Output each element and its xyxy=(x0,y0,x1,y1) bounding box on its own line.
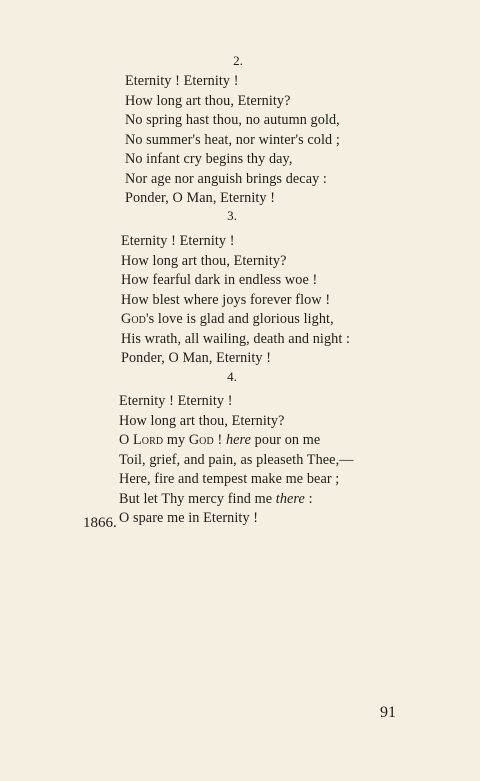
stanza-number: 3. xyxy=(227,208,237,223)
verse-line: How fearful dark in endless woe ! xyxy=(121,272,318,288)
verse-line: No spring hast thou, no autumn gold, xyxy=(125,112,340,128)
verse-line xyxy=(119,490,354,510)
verse-line: How long art thou, Eternity? xyxy=(125,92,291,109)
small-caps-word: Lord xyxy=(133,432,164,448)
verse-line: O spare me in Eternity ! xyxy=(119,510,259,526)
small-caps-word: God xyxy=(188,432,214,448)
verse-line: Ponder, O Man, Eternity ! xyxy=(125,190,276,206)
verse-line: His wrath, all wailing, death and night : xyxy=(121,330,351,347)
italic-word: here xyxy=(225,432,252,448)
line-fragment: But let Thy mercy find me xyxy=(119,490,276,507)
verse-line: How blest where joys forever flow ! xyxy=(121,291,331,308)
verse-line: Eternity ! Eternity ! xyxy=(121,233,235,249)
stanza-number: 4. xyxy=(227,369,237,384)
stanza xyxy=(125,72,340,209)
verse-line xyxy=(119,431,354,451)
line-fragment: O xyxy=(119,432,133,448)
line-fragment: my xyxy=(163,432,189,448)
verse-line: How long art thou, Eternity? xyxy=(121,252,287,269)
page-number: 91 xyxy=(380,704,396,721)
date-line: 1866. xyxy=(83,515,117,531)
verse-line: Eternity ! Eternity ! xyxy=(125,73,239,89)
stanza xyxy=(119,392,354,529)
verse-line: Nor age nor anguish brings decay : xyxy=(125,170,327,187)
verse-line: Eternity ! Eternity ! xyxy=(119,393,233,409)
verse-line: How long art thou, Eternity? xyxy=(119,412,285,429)
verse-line xyxy=(121,310,350,330)
small-caps-word: God xyxy=(121,311,146,327)
stanza xyxy=(121,232,350,369)
line-fragment: : xyxy=(304,490,313,507)
line-fragment: pour on me xyxy=(251,432,321,448)
line-fragment: ! xyxy=(213,432,226,448)
verse-line: No infant cry begins thy day, xyxy=(125,151,293,167)
verse-line: No summer's heat, nor winter's cold ; xyxy=(125,131,340,148)
line-fragment: 's love is glad and glorious light, xyxy=(146,311,334,327)
stanza-number: 2. xyxy=(233,53,243,68)
italic-word: there xyxy=(275,490,305,507)
verse-line: Ponder, O Man, Eternity ! xyxy=(121,350,272,366)
verse-line: Here, fire and tempest make me bear ; xyxy=(119,471,340,487)
verse-line: Toil, grief, and pain, as pleaseth Thee,— xyxy=(119,451,354,468)
